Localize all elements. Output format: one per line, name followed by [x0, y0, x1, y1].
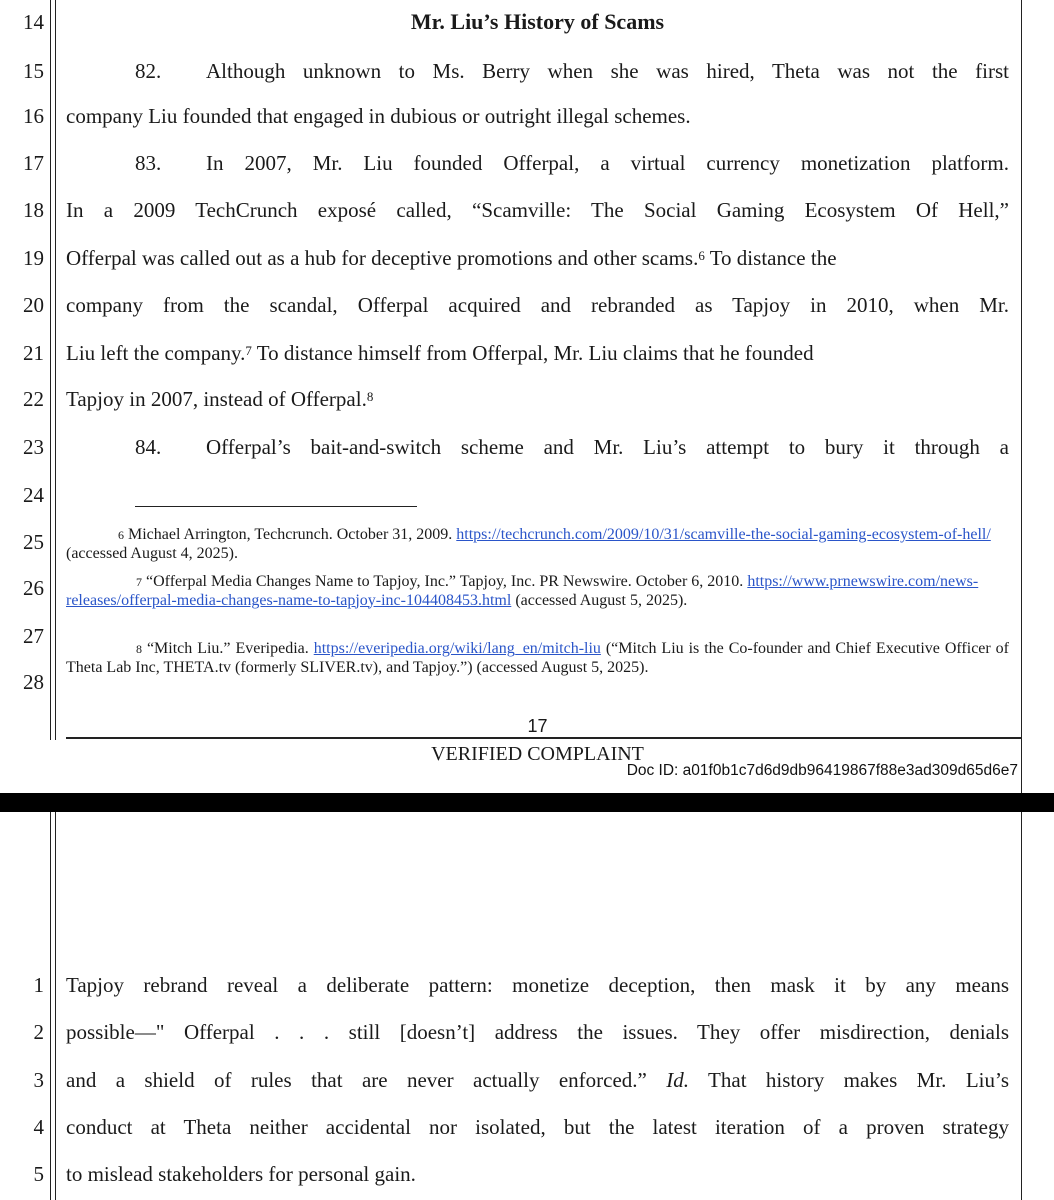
- line-number: 21: [23, 341, 44, 365]
- line-number: 20: [23, 293, 44, 317]
- paragraph-line: possible—" Offerpal . . . still [doesn’t] address the issues. They offer misdirection, denials: [66, 1020, 1009, 1044]
- line-number: 22: [23, 387, 44, 411]
- footnote-7: [66, 573, 1009, 610]
- footnote-8: [66, 640, 1009, 677]
- footnote-mark: 6: [118, 528, 124, 542]
- right-margin-rule-bottom: [1021, 812, 1022, 1200]
- footnote-6: [66, 526, 1009, 563]
- line-number: 14: [23, 10, 44, 34]
- line-number: 1: [33, 973, 44, 997]
- footnote-text: (accessed August 4, 2025).: [66, 544, 238, 562]
- line-number: 27: [23, 624, 44, 648]
- paragraph-line: Offerpal’s bait-and-switch scheme and Mr. Liu’s attempt to bury it through a: [206, 435, 1009, 459]
- paragraph-line: [66, 341, 814, 365]
- page-number: 17: [527, 716, 548, 736]
- paragraph-line: [66, 1068, 1009, 1092]
- footnote-text: Michael Arrington, Techcrunch. October 31, 2009.: [124, 526, 457, 543]
- footer-rule: [66, 737, 1021, 739]
- paragraph-line: In 2007, Mr. Liu founded Offerpal, a virtual currency monetization platform.: [206, 151, 1009, 175]
- paragraph-line: In a 2009 TechCrunch exposé called, “Scamville: The Social Gaming Ecosystem Of Hell,”: [66, 198, 1009, 222]
- paragraph-number: 82.: [135, 59, 162, 83]
- footnote-text: “Offerpal Media Changes Name to Tapjoy, Inc.” Tapjoy, Inc. PR Newswire. October 6, 2010.: [142, 573, 748, 590]
- paragraph-number: 83.: [135, 151, 162, 175]
- line-number: 15: [23, 59, 44, 83]
- paragraph-line: conduct at Theta neither accidental nor isolated, but the latest iteration of a proven strategy: [66, 1115, 1009, 1139]
- paragraph-line: [66, 387, 373, 411]
- paragraph-number: 84.: [135, 435, 162, 459]
- footnote-ref: 6: [698, 248, 705, 263]
- line-text: and a shield of rules that are never actually enforced.”: [66, 1068, 667, 1092]
- doc-id: Doc ID: a01f0b1c7d6d9db96419867f88e3ad309d65d6e7: [626, 762, 1018, 779]
- left-margin-rule-bottom: [50, 812, 51, 1200]
- left-margin-rule: [50, 0, 51, 740]
- footnote-separator: [135, 506, 417, 507]
- footnote-link[interactable]: https://techcrunch.com/2009/10/31/scamville-the-social-gaming-ecosystem-of-hell/: [456, 526, 991, 543]
- line-number: 23: [23, 435, 44, 459]
- line-text: That history makes Mr. Liu’s: [689, 1068, 1009, 1092]
- line-number: 17: [23, 151, 44, 175]
- paragraph-line: Tapjoy rebrand reveal a deliberate pattern: monetize deception, then mask it by any means: [66, 973, 1009, 997]
- paragraph-line: to mislead stakeholders for personal gain.: [66, 1162, 416, 1186]
- footnote-link[interactable]: https://www.prnewswire.com/news-releases/offerpal-media-changes-name-to-tapjoy-inc-104408453.html: [66, 573, 979, 609]
- paragraph-line: [66, 246, 837, 270]
- line-number: 3: [33, 1068, 44, 1092]
- line-number: 2: [33, 1020, 44, 1044]
- footnote-text: (accessed August 5, 2025).: [511, 591, 688, 609]
- footnote-ref: 8: [366, 389, 374, 404]
- line-text: To distance himself from Offerpal, Mr. Liu claims that he founded: [251, 341, 814, 365]
- line-text: To distance the: [704, 246, 837, 270]
- line-number: 25: [23, 530, 44, 554]
- left-margin-rule-inner: [55, 0, 56, 740]
- citation-id: Id.: [666, 1068, 690, 1092]
- line-number: 18: [23, 198, 44, 222]
- page-divider: [0, 793, 1054, 812]
- paragraph-line: Although unknown to Ms. Berry when she was hired, Theta was not the first: [206, 59, 1009, 83]
- footnote-mark: 8: [136, 642, 142, 656]
- line-number: 28: [23, 670, 44, 694]
- paragraph-line: company Liu founded that engaged in dubious or outright illegal schemes.: [66, 104, 691, 128]
- footer-title: VERIFIED COMPLAINT: [431, 743, 644, 765]
- footnote-text: “Mitch Liu.” Everipedia.: [142, 640, 314, 657]
- line-number: 26: [23, 576, 44, 600]
- line-text: Tapjoy in 2007, instead of Offerpal.: [66, 387, 367, 411]
- footnote-ref: 7: [245, 343, 252, 358]
- left-margin-rule-inner-bottom: [55, 812, 56, 1200]
- line-number: 19: [23, 246, 44, 270]
- section-heading: Mr. Liu’s History of Scams: [410, 9, 665, 34]
- line-number: 16: [23, 104, 44, 128]
- paragraph-line: company from the scandal, Offerpal acquired and rebranded as Tapjoy in 2010, when Mr.: [66, 293, 1009, 317]
- line-text: Offerpal was called out as a hub for deceptive promotions and other scams.: [66, 246, 699, 270]
- footnote-text: (“Mitch Liu is the Co-founder and Chief Executive Officer of Theta Lab Inc, THETA.tv (formerly SLIVER.tv), and Tapjoy.”) (accessed August 5, 2025).: [66, 640, 1010, 676]
- right-margin-rule: [1021, 0, 1022, 795]
- line-number: 24: [23, 483, 44, 507]
- line-number: 5: [33, 1162, 44, 1186]
- line-text: Liu left the company.: [66, 341, 246, 365]
- footnote-link[interactable]: https://everipedia.org/wiki/lang_en/mitch-liu: [313, 640, 601, 657]
- line-number: 4: [33, 1115, 44, 1139]
- footnote-mark: 7: [136, 575, 142, 589]
